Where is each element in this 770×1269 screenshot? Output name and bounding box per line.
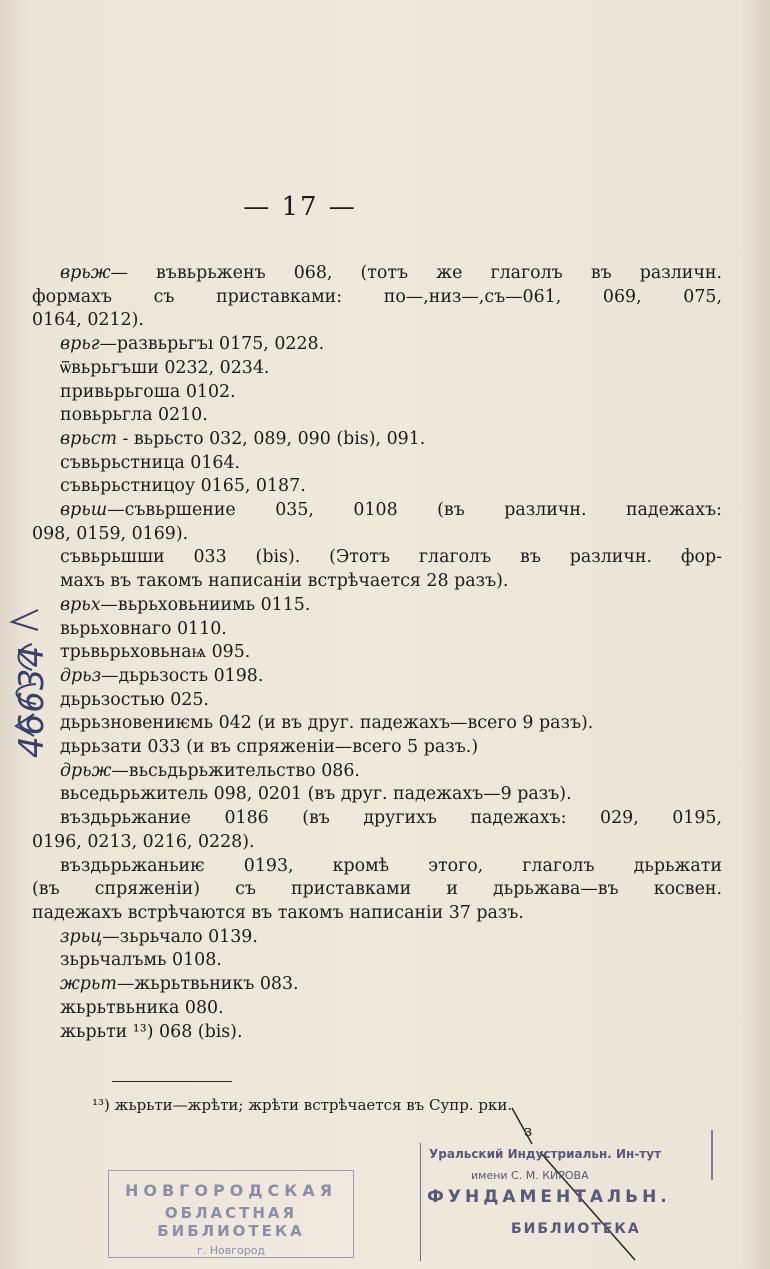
line-text: дьрьзостью 025. [60,689,209,710]
line-text: —вьрьховьниимь 0115. [100,594,311,615]
line-text: съвьрьшши 033 (bis). (Этотъ глаголъ въ различн. фор- [60,547,722,568]
line-text: жьрьтвьника 080. [60,997,224,1018]
text-line [32,523,722,547]
stamp-line: БИБЛИОТЕКА [511,1221,641,1237]
line-text: - вьрьсто 032, 089, 090 (bis), 091. [116,428,426,449]
text-line [32,594,722,618]
root-label: врьг [60,334,100,355]
text-line [32,949,722,973]
text-line [32,855,722,879]
line-text: съвьрьстницоу 0165, 0187. [60,476,306,497]
root-label: зрьц [60,926,103,947]
text-line [32,262,722,286]
root-label: врьж— [60,263,128,283]
line-text: вьседьрьжитель 098, 0201 (въ друг. падежахъ—9 разъ). [60,784,572,805]
stamp-line: имени С. М. КИРОВА [471,1169,589,1182]
stamp-line: ФУНДАМЕНТАЛЬН. [427,1187,671,1207]
line-text: жьрьти ¹³) 068 (bis). [60,1021,243,1042]
text-line [32,1021,722,1045]
line-text: —дьрьзость 0198. [101,665,264,686]
footnote: ¹³) жьрьти—жрѣти; жрѣти встрѣчается въ Супр. рки. [92,1096,513,1114]
text-line [32,475,722,499]
text-line [32,665,722,689]
text-line [32,570,722,594]
line-text: падежахъ встрѣчаются въ такомъ написаніи 37 разъ. [32,902,524,923]
main-text [32,262,722,1044]
text-line [32,546,722,570]
line-text: въвьрьженъ 068, (тотъ же глаголъ въ различн. [127,263,722,283]
line-text: 0196, 0213, 0216, 0228). [32,831,255,852]
signature-mark: з [524,1122,533,1140]
text-line [32,926,722,950]
line-text: —вьсьдьрьжительство 086. [111,760,360,781]
text-line [32,807,722,831]
root-label: дрьж [60,760,112,781]
text-line [32,712,722,736]
line-text: (въ спряженіи) съ приставками и дьрьжава—въ косвен. [32,879,722,900]
root-label: дрьз [60,665,102,686]
root-label: врьх [60,594,101,615]
line-text: повьрьгла 0210. [60,405,208,426]
root-label: жрьт [60,974,117,995]
text-line [32,309,722,333]
text-line [32,736,722,760]
line-text: —жьрьтвьникъ 083. [116,974,299,995]
line-text: —съвьршение 035, 0108 (въ различн. падежахъ: [107,500,722,521]
text-line [32,973,722,997]
line-text: вьрьховнаго 0110. [60,618,227,639]
footnote-separator [112,1081,232,1082]
text-line [32,641,722,665]
library-stamp-ural [420,1143,713,1261]
text-line [32,618,722,642]
text-line [32,428,722,452]
line-text: въздьрьжаньиѥ 0193, кромѣ этого, глаголъ дьрьжати [60,855,722,876]
stamp-line: г. Новгород [196,1244,266,1257]
margin-annotation: 46634 [12,644,52,758]
stamp-line: ОБЛАСТНАЯ БИБЛИОТЕКА [157,1204,305,1240]
line-text: въздьрьжание 0186 (въ другихъ падежахъ: 029, 0195, [60,808,722,829]
line-text: —зьрьчало 0139. [102,926,258,947]
page-number: — 17 — [243,192,357,222]
text-line [32,333,722,357]
text-line [32,997,722,1021]
root-label: врьш [60,500,108,521]
text-line [32,689,722,713]
root-label: врьст [60,428,117,449]
line-text: формахъ съ приставками: по—,низ—,съ—061, 069, 075, [32,286,722,307]
line-text: дьрьзновениѥмь 042 (и въ друг. падежахъ—всего 9 разъ). [60,713,594,734]
line-text: ѿвьрьгъши 0232, 0234. [60,357,270,378]
line-text: —развьрьгъı 0175, 0228. [99,334,325,355]
text-line [32,878,722,902]
text-line [32,381,722,405]
line-text: дьрьзати 033 (и въ спряженіи—всего 5 разъ.) [60,737,479,758]
stamp-line: Уральский Индустриальн. Ин-тут [429,1147,662,1161]
text-line [32,499,722,523]
line-text: трьвьрьховьнаѩ 095. [60,642,251,663]
line-text: 098, 0159, 0169). [32,523,189,544]
line-text: съвьрьстница 0164. [60,452,241,473]
text-line [32,760,722,784]
text-line [32,783,722,807]
text-line [32,357,722,381]
library-stamp-novgorod [108,1170,354,1258]
text-line [32,286,722,310]
line-text: махъ въ такомъ написаніи встрѣчается 28 разъ). [60,571,509,592]
text-line [32,902,722,926]
text-line [32,404,722,428]
stamp-line: НОВГОРОДСКАЯ [124,1181,338,1200]
line-text: 0164, 0212). [32,310,144,331]
text-line [32,452,722,476]
line-text: зьрьчалъмь 0108. [60,950,222,971]
text-line [32,831,722,855]
line-text: привьрьгоша 0102. [60,381,236,402]
